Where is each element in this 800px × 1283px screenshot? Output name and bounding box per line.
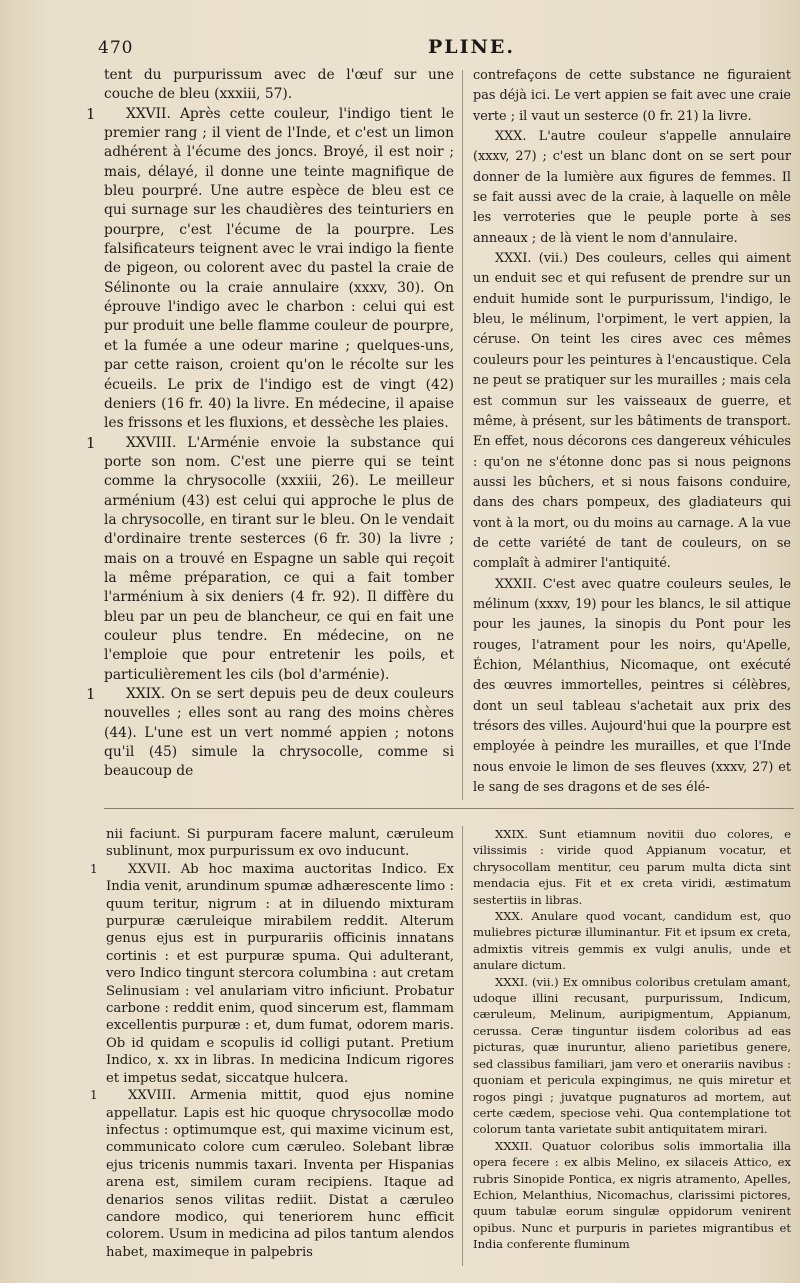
paragraph-text: XXVII. Après cette couleur, l'indigo tient le premier rang ; il vient de l'Inde, et c'est un limon adhérent à l'écume des joncs. Broyé, il est noir ; mais, délayé, il donne une teinte magnifique de bleu pourpré. Une autre espèce de bleu est ce qui surnage sur les chaudières des teinturiers en pourpre, c'est l'écume de la pourpre. Les falsificateurs teignent avec le vrai indigo la fiente de pigeon, ou colorent avec du pastel la craie de Sélinonte ou la craie annulaire (xxxv, 30). On éprouve l'indigo avec le charbon : celui qui est pur produit une belle flamme couleur de pourpre, et la fumée a une odeur marine ; quelques-uns, par cette raison, croient qu'on le récolte sur les écueils. Le prix de l'indigo est de vingt (42) deniers (16 fr. 40) la livre. En médecine, il apaise les frissons et les fluxions, et dessèche les plaies.	[104, 105, 454, 432]
paragraph-text: XXVIII. Armenia mittit, quod ejus nomine appellatur. Lapis est hic quoque chrysocollæ modo infectus : optimumque est, qui maxime vicinum est, communicato colore cum cæruleo. Solebant libræ ejus tricenis nummis taxari. Inventa per Hispanias arena est, similem curam recipiens. Itaque ad denarios senos vilitas rediit. Distat a cæruleo candore modico, qui teneriorem hunc efficit colorem. Usum in medicina ad pilos tantum alendos habet, maximeque in palpebris	[106, 1088, 454, 1260]
page-number: 470	[98, 38, 134, 58]
page-header	[98, 34, 778, 62]
margin-number: 1	[86, 104, 96, 123]
paragraph	[473, 575, 791, 799]
paragraph	[473, 1138, 791, 1253]
margin-number: 1	[86, 685, 96, 703]
french-column-left	[86, 66, 454, 782]
paragraph-text: XXXII. C'est avec quatre couleurs seules, le mélinum (xxxv, 19) pour les blancs, le sil attique pour les jaunes, la sinopis du Pont pour les rouges, l'atrament pour les noirs, qu'Apelle, Échion, Mélanthius, Nicomaque, ont exécuté des œuvres immortelles, peintres si célèbres, dont un seul tableau s'achetait aux prix des trésors des villes. Aujourd'hui que la pourpre est employée à peindre les murailles, et que l'Inde nous envoie le limon de ses fleuves (xxxv, 27) et le sang de ses dragons et de ses élé-	[473, 576, 791, 796]
paragraph-text: XXXII. Quatuor coloribus solis immortalia illa opera fecere : ex albis Melino, ex silaceis Attico, ex rubris Sinopide Pontica, ex nigris atramento, Apelles, Echion, Melanthius, Nicomachus, clarissimi pictores, quum tabulæ eorum singulæ oppidorum venirent opibus. Nunc et purpuris in parietes migrantibus et India conferente fluminum	[473, 1138, 791, 1252]
paragraph-text: XXXI. (vii.) Des couleurs, celles qui aiment un enduit sec et qui refusent de prendre sur un enduit humide sont le purpurissum, l'indigo, le bleu, le mélinum, l'orpiment, le vert appien, la céruse. On teint les cires avec ces mêmes couleurs pour les peintures à l'encaustique. Cela ne peut se pratiquer sur les murailles ; mais cela est commun sur les vaisseaux de guerre, et même, à présent, sur les bâtiments de transport. En effet, nous décorons ces dangereux véhicules : qu'on ne s'étonne donc pas si nous peignons aussi les bûchers, et si nous faisons conduire, dans des chars pompeux, des gladiateurs qui vont à la mort, ou du moins au carnage. A la vue de cette variété de tant de couleurs, on se complaît à admirer l'antiquité.	[473, 251, 791, 572]
paragraph-text: tent du purpurissum avec de l'œuf sur une couche de bleu (xxxiii, 57).	[104, 67, 454, 103]
paragraph	[473, 908, 791, 974]
margin-number: 1	[86, 433, 96, 452]
paragraph	[473, 66, 791, 127]
paragraph-text: XXXI. (vii.) Ex omnibus coloribus cretulam amant, udoque illini recusant, purpurissum, Indicum, cæruleum, Melinum, auripigmentum, Appianum, cerussa. Ceræ tinguntur iisdem coloribus ad eas picturas, quæ inuruntur, alieno parietibus genere, sed classibus familiari, jam vero et onerariis navibus : quoniam et pericula expingimus, ne quis miretur et rogos pingi ; juvatque pugnaturos ad mortem, aut certe cædem, speciose vehi. Qua contemplatione tot colorum tanta varietate subit antiquitatem mirari.	[473, 974, 791, 1137]
paragraph	[90, 1087, 454, 1261]
paragraph-text: XXX. L'autre couleur s'appelle annulaire (xxxv, 27) ; c'est un blanc dont on se sert pour donner de la lumière aux figures de femmes. Il se fait aussi avec de la craie, à laquelle on mêle les verroteries que le peuple porte à ses anneaux ; de là vient le nom d'annulaire.	[473, 129, 791, 246]
column-divider	[462, 70, 463, 800]
paragraph	[473, 826, 791, 908]
paragraph	[86, 104, 454, 434]
running-head: PLINE.	[428, 36, 515, 58]
paragraph-text: XXVIII. L'Arménie envoie la substance qui porte son nom. C'est une pierre qui se teint comme la chrysocolle (xxxiii, 26). Le meilleur arménium (43) est celui qui approche le plus de la chrysocolle, en tirant sur le bleu. On le vendait d'ordinaire trente sesterces (6 fr. 30) la livre ; mais on a trouvé en Espagne un sable qui reçoit la même préparation, ce qui a fait tomber l'arménium à six deniers (4 fr. 92). Il diffère du bleu par un peu de blancheur, ce qui en fait une couleur plus tendre. En médecine, on ne l'emploie que pour entretenir les poils, et particulièrement les cils (bol d'arménie).	[104, 434, 454, 683]
paragraph-text: XXX. Anulare quod vocant, candidum est, quo muliebres picturæ illuminantur. Fit et ipsum ex creta, admixtis vitreis gemmis ex vulgi anulis, unde et anulare dictum.	[473, 909, 791, 973]
latin-column-left	[90, 826, 454, 1261]
paragraph-text: XXIX. On se sert depuis peu de deux couleurs nouvelles ; elles sont au rang des moins chères (44). L'une est un vert nommé appien ; notons qu'il (45) simule la chrysocolle, comme si beaucoup de	[104, 686, 454, 780]
latin-column-right	[473, 826, 791, 1253]
paragraph	[104, 66, 454, 105]
paragraph-text: XXIX. Sunt etiamnum novitii duo colores, e vilissimis : viride quod Appianum vocatur, et chrysocollam mentitur, ceu parum multa dicta sint mendacia ejus. Fit et ex creta viridi, æstimatum sestertiis in libras.	[473, 827, 791, 907]
margin-number: 1	[90, 861, 98, 876]
paragraph-text: XXVII. Ab hoc maxima auctoritas Indico. Ex India venit, arundinum spumæ adhærescente limo : quum teritur, nigrum : at in diluendo mixturam purpuræ cæruleique mirabilem reddit. Alterum genus ejus est in purpurariis officinis innatans cortinis : et est purpuræ spuma. Qui adulterant, vero Indico tingunt stercora columbina : aut cretam Selinusiam : vel anulariam vitro inficiunt. Probatur carbone : reddit enim, quod sincerum est, flammam excellentis purpuræ : et, dum fumat, odorem maris. Ob id quidam e scopulis id colligi putant. Pretium Indico, x. xx in libras. In medicina Indicum rigores et impetus sedat, siccatque hulcera.	[106, 861, 454, 1086]
paragraph	[86, 685, 454, 782]
margin-number: 1	[90, 1088, 98, 1103]
latin-column-divider	[462, 826, 463, 1266]
paragraph-text: contrefaçons de cette substance ne figuraient pas déjà ici. Le vert appien se fait avec une craie verte ; il vaut un sesterce (0 fr. 21) la livre.	[473, 68, 791, 124]
paragraph	[473, 249, 791, 575]
paragraph	[106, 826, 454, 861]
paragraph-text: nii faciunt. Si purpuram facere malunt, cæruleum sublinunt, mox purpurissum ex ovo inducunt.	[106, 827, 454, 860]
french-column-right	[473, 66, 791, 798]
footnote-rule	[104, 808, 794, 809]
paragraph	[90, 861, 454, 1087]
paragraph	[473, 127, 791, 249]
paragraph	[86, 433, 454, 685]
paragraph	[473, 974, 791, 1138]
